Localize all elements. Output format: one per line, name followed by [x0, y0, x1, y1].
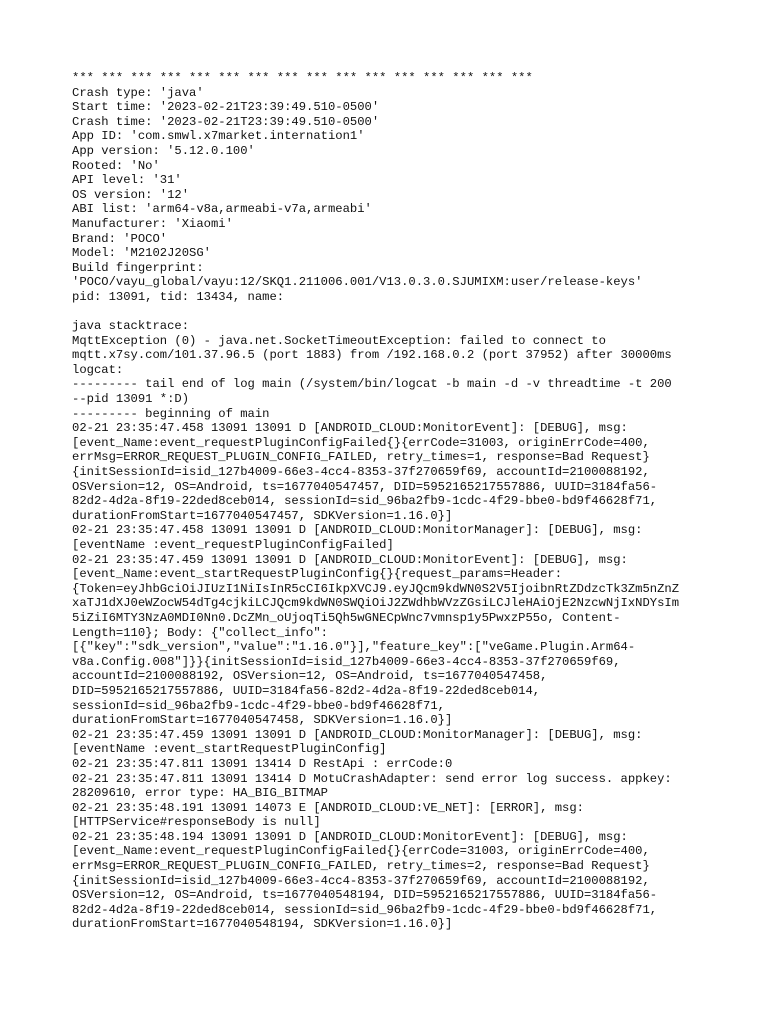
log-line: Manufacturer: 'Xiaomi' [72, 216, 233, 231]
log-line: pid: 13091, tid: 13434, name: [72, 289, 285, 304]
log-line: java stacktrace: [72, 319, 190, 334]
log-line: durationFromStart=1677040548194, SDKVersion=1.16.0}] [72, 917, 453, 932]
log-line: 02-21 23:35:48.194 13091 13091 D [ANDROID_CLOUD:MonitorEvent]: [DEBUG], msg: [72, 829, 628, 844]
log-line: Model: 'M2102J20SG' [72, 246, 211, 261]
log-line: 02-21 23:35:47.458 13091 13091 D [ANDROID_CLOUD:MonitorManager]: [DEBUG], msg: [72, 523, 643, 538]
log-line: API level: '31' [72, 173, 182, 188]
log-line: 5iZiI6MTY3NzA0MDI0Nn0.DcZMn_oUjoqTi5Qh5wGNECpWnc7vmnsp1y5PwxzP55o, Content- [72, 610, 621, 625]
log-line: 02-21 23:35:47.811 13091 13414 D MotuCrashAdapter: send error log success. appkey: [72, 771, 672, 786]
log-line: 28209610, error type: HA_BIG_BITMAP [72, 786, 328, 801]
log-line: xaTJ1dXJ0eWZocW54dTg4cjkiLCJQcm9kdWN0SWQiOiJ2ZWdhbWVzZGsiLCJleHAiOjE2NzcwNjIxNDYsIm [72, 596, 680, 611]
log-line: Crash time: '2023-02-21T23:39:49.510-0500' [72, 114, 380, 129]
log-line: DID=5952165217557886, UUID=3184fa56-82d2-4d2a-8f19-22ded8ceb014, [72, 683, 541, 698]
log-line: {initSessionId=isid_127b4009-66e3-4cc4-8353-37f270659f69, accountId=2100088192, [72, 873, 650, 888]
crash-log-text [72, 71, 712, 932]
log-line: logcat: [72, 362, 124, 377]
log-line: *** *** *** *** *** *** *** *** *** *** *** *** *** *** *** *** [72, 71, 533, 85]
log-line: errMsg=ERROR_REQUEST_PLUGIN_CONFIG_FAILED, retry_times=2, response=Bad Request} [72, 859, 650, 874]
log-line: durationFromStart=1677040547458, SDKVersion=1.16.0}] [72, 713, 453, 728]
log-line: [{"key":"sdk_version","value":"1.16.0"}],"feature_key":["veGame.Plugin.Arm64- [72, 640, 636, 655]
log-line: Start time: '2023-02-21T23:39:49.510-0500' [72, 100, 380, 115]
log-line: [event_Name:event_requestPluginConfigFailed{}{errCode=31003, originErrCode=400, [72, 844, 650, 859]
log-line: 82d2-4d2a-8f19-22ded8ceb014, sessionId=sid_96ba2fb9-1cdc-4f29-bbe0-bd9f46628f71, [72, 494, 658, 509]
log-line: accountId=2100088192, OSVersion=12, OS=Android, ts=1677040547458, [72, 669, 548, 684]
log-line: Rooted: 'No' [72, 158, 160, 173]
log-line: App ID: 'com.smwl.x7market.internation1' [72, 129, 365, 144]
log-line: Crash type: 'java' [72, 85, 204, 100]
log-line: v8a.Config.008"]}}{initSessionId=isid_127b4009-66e3-4cc4-8353-37f270659f69, [72, 654, 621, 669]
log-line: 02-21 23:35:48.191 13091 14073 E [ANDROID_CLOUD:VE_NET]: [ERROR], msg: [72, 800, 584, 815]
log-line: [eventName :event_requestPluginConfigFailed] [72, 538, 394, 552]
log-line: [event_Name:event_requestPluginConfigFailed{}{errCode=31003, originErrCode=400, [72, 435, 650, 450]
log-line: --------- beginning of main [72, 406, 270, 421]
log-line: OS version: '12' [72, 187, 190, 202]
log-line: 02-21 23:35:47.811 13091 13414 D RestApi : errCode:0 [72, 756, 453, 771]
log-line: 02-21 23:35:47.459 13091 13091 D [ANDROID_CLOUD:MonitorManager]: [DEBUG], msg: [72, 727, 643, 742]
log-line: mqtt.x7sy.com/101.37.96.5 (port 1883) from /192.168.0.2 (port 37952) after 30000ms [72, 348, 672, 363]
log-line: Build fingerprint: [72, 260, 204, 275]
log-line: OSVersion=12, OS=Android, ts=1677040547457, DID=5952165217557886, UUID=3184fa56- [72, 479, 658, 494]
log-line: ABI list: 'arm64-v8a,armeabi-v7a,armeabi' [72, 202, 372, 217]
log-line: durationFromStart=1677040547457, SDKVersion=1.16.0}] [72, 508, 453, 523]
log-line: Length=110}; Body: {"collect_info": [72, 625, 328, 640]
log-line: [HTTPService#responseBody is null] [72, 815, 321, 830]
log-line: errMsg=ERROR_REQUEST_PLUGIN_CONFIG_FAILED, retry_times=1, response=Bad Request} [72, 450, 650, 465]
log-line: --------- tail end of log main (/system/bin/logcat -b main -d -v threadtime -t 200 [72, 377, 672, 392]
log-line: MqttException (0) - java.net.SocketTimeoutException: failed to connect to [72, 333, 606, 348]
log-line [72, 305, 712, 320]
log-line: OSVersion=12, OS=Android, ts=1677040548194, DID=5952165217557886, UUID=3184fa56- [72, 888, 658, 903]
log-line: --pid 13091 *:D) [72, 392, 190, 407]
log-line: Brand: 'POCO' [72, 231, 168, 246]
log-line: 'POCO/vayu_global/vayu:12/SKQ1.211006.001/V13.0.3.0.SJUMIXM:user/release-keys' [72, 275, 643, 290]
log-line: {Token=eyJhbGciOiJIUzI1NiIsInR5cCI6IkpXVCJ9.eyJQcm9kdWN0S2V5IjoibnRtZDdzcTk3Zm5nZnZ [72, 581, 680, 596]
log-line: 02-21 23:35:47.458 13091 13091 D [ANDROID_CLOUD:MonitorEvent]: [DEBUG], msg: [72, 421, 628, 436]
log-line: 02-21 23:35:47.459 13091 13091 D [ANDROID_CLOUD:MonitorEvent]: [DEBUG], msg: [72, 552, 628, 567]
log-line: App version: '5.12.0.100' [72, 143, 255, 158]
log-line: 82d2-4d2a-8f19-22ded8ceb014, sessionId=sid_96ba2fb9-1cdc-4f29-bbe0-bd9f46628f71, [72, 902, 658, 917]
log-line: sessionId=sid_96ba2fb9-1cdc-4f29-bbe0-bd9f46628f71, [72, 698, 445, 713]
log-line: [eventName :event_startRequestPluginConfig] [72, 742, 387, 757]
log-line: {initSessionId=isid_127b4009-66e3-4cc4-8353-37f270659f69, accountId=2100088192, [72, 465, 650, 480]
log-line: [event_Name:event_startRequestPluginConfig{}{request_params=Header: [72, 567, 563, 582]
